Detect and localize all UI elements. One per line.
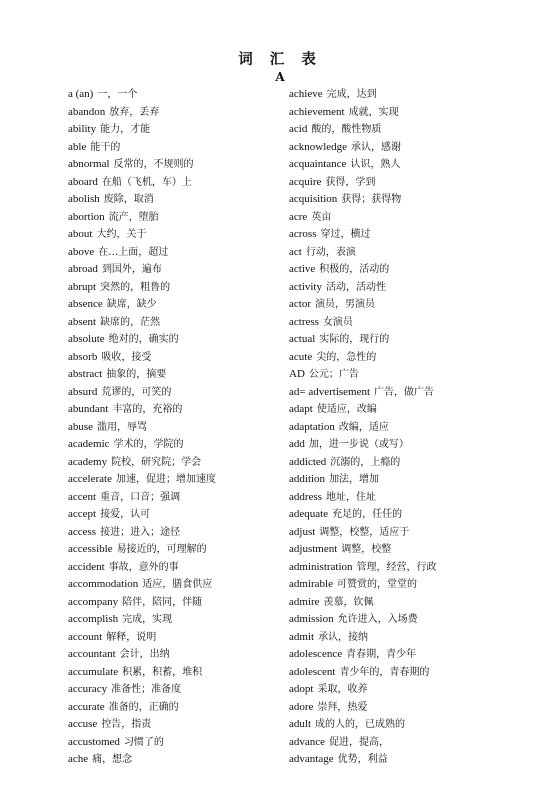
entry-word: admire (289, 595, 320, 608)
vocabulary-entry (68, 226, 273, 244)
entry-word: academy (68, 455, 108, 468)
vocabulary-entry (289, 524, 504, 542)
vocabulary-entry (68, 156, 273, 174)
entry-word: acquisition (289, 193, 338, 205)
vocabulary-entry (289, 681, 504, 699)
vocabulary-entry (289, 279, 504, 297)
entry-meaning: 承认，接纳 (318, 631, 369, 643)
vocabulary-entry (68, 489, 273, 507)
entry-meaning: 缺席的，茫然 (100, 316, 161, 328)
entry-word: absurd (68, 385, 98, 398)
entry-meaning: 演员，男演员 (314, 299, 375, 310)
entry-meaning: 穿过，横过 (320, 229, 371, 240)
entry-word: account (68, 630, 103, 643)
entry-word: abstract (68, 368, 103, 380)
entry-word: achieve (289, 88, 323, 100)
vocabulary-entry (68, 279, 273, 297)
vocabulary-entry (68, 576, 273, 594)
entry-word: adult (289, 718, 311, 730)
vocabulary-entry (68, 541, 273, 559)
entry-meaning: 改编，适应 (338, 421, 389, 433)
entry-word: add (289, 438, 305, 450)
vocabulary-entry (289, 296, 504, 314)
entry-meaning: 流产，堕胎 (108, 211, 159, 223)
entry-word: adaptation (289, 420, 335, 433)
entry-word: accommodation (68, 578, 139, 590)
entry-meaning: 完成，达到 (326, 89, 377, 100)
entry-meaning: 青少年的，青春期的 (339, 666, 430, 678)
vocabulary-entry (68, 86, 273, 104)
entry-word: achievement (289, 105, 345, 118)
entry-word: accuracy (68, 683, 108, 695)
entry-word: accompany (68, 595, 119, 608)
entry-word: advance (289, 735, 326, 748)
vocabulary-entry (68, 681, 273, 699)
vocabulary-entry (68, 506, 273, 524)
vocabulary-entry (289, 664, 504, 682)
entry-meaning: 反常的，不规则的 (113, 159, 194, 170)
vocabulary-entry (289, 454, 504, 472)
vocabulary-entry (289, 611, 504, 629)
vocabulary-entry (68, 261, 273, 279)
vocabulary-entry (68, 314, 273, 332)
vocabulary-entry (289, 139, 504, 157)
entry-meaning: 充足的，任任的 (332, 509, 403, 520)
vocabulary-entry (68, 331, 273, 349)
entry-meaning: 能力，才能 (100, 124, 151, 135)
entry-meaning: 加，进一步说（或写） (308, 439, 409, 450)
entry-word: across (289, 228, 317, 240)
entry-word: adopt (289, 683, 314, 695)
entry-meaning: 准备性；准备度 (111, 684, 182, 695)
vocabulary-entry (289, 699, 504, 717)
vocabulary-entry (68, 139, 273, 157)
vocabulary-entry (289, 209, 504, 227)
entry-meaning: 积极的，活动的 (319, 264, 390, 275)
entry-word: absolute (68, 333, 105, 345)
entry-meaning: 青春期，青少年 (346, 649, 417, 660)
vocabulary-entry (68, 611, 273, 629)
vocabulary-entry (68, 734, 273, 752)
entry-word: access (68, 525, 97, 538)
entry-meaning: 大约，关于 (96, 229, 147, 240)
entry-meaning: 重音，口音；强调 (100, 491, 181, 503)
entry-meaning: 荒谬的，可笑的 (101, 386, 172, 398)
vocabulary-entry (289, 559, 504, 577)
entry-meaning: 调整，校整，适应于 (319, 526, 410, 538)
vocabulary-entry (68, 384, 273, 402)
entry-word: adjust (289, 525, 316, 538)
entry-word: actual (289, 333, 316, 345)
entry-word: adolescence (289, 648, 343, 660)
vocabulary-entry (289, 401, 504, 419)
entry-meaning: 酸的，酸性物质 (311, 124, 382, 135)
vocabulary-entry (289, 419, 504, 437)
entry-word: acknowledge (289, 140, 348, 153)
entry-meaning: 痛，想念 (92, 754, 133, 765)
entry-word: admission (289, 613, 334, 625)
entry-word: abuse (68, 420, 94, 433)
entry-word: ad= advertisement (289, 385, 371, 398)
vocabulary-entry (289, 506, 504, 524)
vocabulary-entry (68, 664, 273, 682)
entry-word: acre (289, 210, 308, 223)
entry-meaning: 女演员 (322, 316, 353, 328)
entry-word: absent (68, 315, 97, 328)
entry-meaning: 适应，膳食供应 (142, 579, 213, 590)
entry-meaning: 公元；广告 (308, 369, 359, 380)
entry-meaning: 认识，熟人 (350, 159, 401, 170)
entry-meaning: 丰富的，充裕的 (112, 404, 183, 415)
entry-word: abolish (68, 193, 100, 205)
vocabulary-entry (289, 471, 504, 489)
entry-word: accustomed (68, 735, 120, 748)
vocabulary-entry (289, 716, 504, 734)
entry-meaning: 会计，出纳 (119, 649, 170, 660)
entry-word: acute (289, 350, 313, 363)
entry-meaning: 调整，校整 (341, 544, 392, 555)
entry-meaning: 加法，增加 (329, 474, 380, 485)
entry-meaning: 成的人的，已成熟的 (315, 719, 405, 730)
vocabulary-entry (68, 751, 273, 769)
vocabulary-entry (68, 629, 273, 647)
entry-meaning: 采取，收养 (317, 684, 368, 695)
entry-meaning: 促进，提高， (329, 736, 390, 748)
entry-meaning: 接爱，认可 (100, 509, 151, 520)
section-letter: A (275, 70, 285, 84)
entry-word: acquaintance (289, 158, 347, 170)
entry-meaning: 事故，意外的事 (108, 561, 179, 573)
entry-meaning: 优势，利益 (337, 754, 388, 765)
entry-word: above (68, 245, 95, 258)
vocabulary-entry (68, 471, 273, 489)
entry-meaning: 在船（飞机，车）上 (101, 176, 192, 188)
page-title: 词 汇 表 (238, 51, 322, 68)
entry-meaning: 放弃，丢弃 (109, 106, 160, 118)
entry-meaning: 能干的 (90, 141, 121, 153)
entry-meaning: 解释，说明 (106, 631, 157, 643)
entry-word: abnormal (68, 158, 110, 170)
entry-word: abroad (68, 263, 98, 275)
entry-word: ability (68, 123, 97, 135)
vocabulary-entry (289, 751, 504, 769)
entry-meaning: 获得；获得物 (341, 194, 402, 205)
vocabulary-entry (68, 296, 273, 314)
vocabulary-entry (289, 244, 504, 262)
entry-meaning: 广告，做广告 (374, 386, 435, 398)
entry-meaning: 吸收，接受 (101, 351, 152, 363)
vocabulary-entry (289, 436, 504, 454)
vocabulary-entry (68, 191, 273, 209)
vocabulary-entry (68, 594, 273, 612)
entry-word: accent (68, 490, 97, 503)
entry-meaning: 羡慕，钦佩 (323, 596, 374, 608)
entry-word: actor (289, 298, 311, 310)
vocabulary-entry (289, 261, 504, 279)
entry-word: addicted (289, 455, 327, 468)
vocabulary-entry (68, 244, 273, 262)
entry-meaning: 积累，积蓄，堆积 (122, 666, 203, 678)
entry-word: accomplish (68, 613, 119, 625)
vocabulary-entry (289, 646, 504, 664)
vocabulary-entry (68, 104, 273, 122)
vocabulary-entry (68, 121, 273, 139)
entry-word: active (289, 263, 316, 275)
vocabulary-entry (68, 401, 273, 419)
vocabulary-entry (289, 314, 504, 332)
entry-meaning: 加速，促进；增加速度 (115, 474, 216, 485)
entry-meaning: 接进；进入；途径 (100, 526, 181, 538)
entry-word: absence (68, 298, 103, 310)
entry-meaning: 崇拜，热爱 (317, 701, 368, 713)
entry-meaning: 学术的，学院的 (113, 439, 184, 450)
entry-meaning: 行动，表演 (305, 246, 356, 258)
entry-meaning: 突然的，粗鲁的 (100, 281, 171, 293)
vocabulary-entry (289, 489, 504, 507)
entry-word: accelerate (68, 473, 112, 485)
vocabulary-entry (68, 524, 273, 542)
vocabulary-entry (289, 594, 504, 612)
entry-word: acquire (289, 175, 322, 188)
entry-meaning: 英亩 (311, 211, 332, 223)
entry-meaning: 绝对的，确实的 (108, 334, 179, 345)
entry-meaning: 地址，住址 (326, 491, 376, 503)
entry-word: AD (289, 368, 305, 380)
entry-meaning: 活动，活动性 (326, 281, 386, 293)
vocabulary-entry (289, 121, 504, 139)
entry-word: address (289, 490, 322, 503)
entry-word: academic (68, 438, 110, 450)
entry-word: administration (289, 560, 353, 573)
entry-meaning: 习惯了的 (123, 736, 164, 748)
entry-word: admit (289, 630, 315, 643)
entry-meaning: 缺席，缺少 (106, 299, 157, 310)
entry-word: abrupt (68, 280, 97, 293)
vocabulary-entry (289, 226, 504, 244)
vocabulary-entry (68, 174, 273, 192)
vocabulary-entry (68, 419, 273, 437)
vocabulary-entry (289, 156, 504, 174)
vocabulary-entry (289, 86, 504, 104)
vocabulary-entry (289, 104, 504, 122)
vocabulary-entry (289, 191, 504, 209)
vocabulary-entry (289, 366, 504, 384)
entry-meaning: 可赞赏的，堂堂的 (336, 579, 417, 590)
entry-meaning: 实际的，现行的 (319, 334, 390, 345)
vocabulary-entry (289, 541, 504, 559)
entry-meaning: 沉溺的，上瘾的 (330, 456, 401, 468)
entry-word: adapt (289, 403, 313, 415)
entry-meaning: 成就，实现 (348, 106, 399, 118)
entry-word: accessible (68, 543, 113, 555)
entry-word: activity (289, 280, 322, 293)
vocabulary-entry (289, 349, 504, 367)
entry-word: a (an) (68, 88, 94, 100)
entry-word: adore (289, 700, 314, 713)
entry-meaning: 控告，指责 (101, 719, 152, 730)
entry-word: accuse (68, 718, 98, 730)
entry-meaning: 院校，研究院；学会 (111, 456, 202, 468)
vocabulary-entry (289, 384, 504, 402)
entry-meaning: 易接近的，可理解的 (116, 544, 207, 555)
entry-word: act (289, 245, 302, 258)
entry-meaning: 滥用，辱骂 (97, 421, 148, 433)
entry-meaning: 到国外，遍布 (101, 264, 162, 275)
vocabulary-entry (68, 366, 273, 384)
vocabulary-entry (68, 559, 273, 577)
entry-word: admirable (289, 578, 333, 590)
entry-word: adjustment (289, 543, 338, 555)
entry-word: actress (289, 315, 319, 328)
entry-meaning: 使适应，改编 (316, 404, 377, 415)
entry-word: accurate (68, 700, 105, 713)
entry-word: abortion (68, 210, 105, 223)
entry-word: adolescent (289, 665, 336, 678)
vocabulary-entry (68, 699, 273, 717)
vocabulary-entry (289, 734, 504, 752)
entry-word: acid (289, 123, 308, 135)
entry-meaning: 尖的，急性的 (316, 351, 377, 363)
entry-word: ache (68, 753, 89, 765)
vocabulary-entry (289, 174, 504, 192)
vocabulary-entry (289, 331, 504, 349)
vocabulary-entry (68, 454, 273, 472)
entry-word: advantage (289, 753, 334, 765)
entry-word: aboard (68, 175, 98, 188)
entry-word: absorb (68, 350, 98, 363)
vocabulary-entry (68, 349, 273, 367)
vocabulary-entry (68, 436, 273, 454)
entry-word: accept (68, 508, 97, 520)
entry-word: abandon (68, 105, 106, 118)
entry-meaning: 完成，实现 (122, 614, 173, 625)
entry-word: accumulate (68, 665, 119, 678)
entry-meaning: 允许进入，入场费 (337, 614, 418, 625)
vocabulary-entry (68, 716, 273, 734)
entry-meaning: 陪伴，陪同，伴随 (122, 596, 203, 608)
entry-word: addition (289, 473, 326, 485)
entry-word: adequate (289, 508, 329, 520)
entry-meaning: 获得，学到 (325, 176, 376, 188)
entry-word: abundant (68, 403, 109, 415)
entry-meaning: 一，一个 (97, 89, 138, 100)
vocabulary-entry (68, 209, 273, 227)
entry-word: accountant (68, 648, 116, 660)
entry-meaning: 在…上面，超过 (98, 246, 169, 258)
vocabulary-entry (289, 576, 504, 594)
vocabulary-column-right (289, 86, 504, 769)
entry-meaning: 抽象的，摘要 (106, 369, 167, 380)
vocabulary-entry (289, 629, 504, 647)
entry-meaning: 废除，取消 (103, 194, 154, 205)
entry-meaning: 承认，感谢 (351, 141, 402, 153)
vocabulary-entry (68, 646, 273, 664)
entry-meaning: 准备的，正确的 (108, 701, 179, 713)
entry-word: about (68, 228, 93, 240)
entry-word: accident (68, 560, 105, 573)
vocabulary-column-left (68, 86, 273, 769)
entry-meaning: 管理，经营，行政 (356, 561, 437, 573)
entry-word: able (68, 140, 87, 153)
